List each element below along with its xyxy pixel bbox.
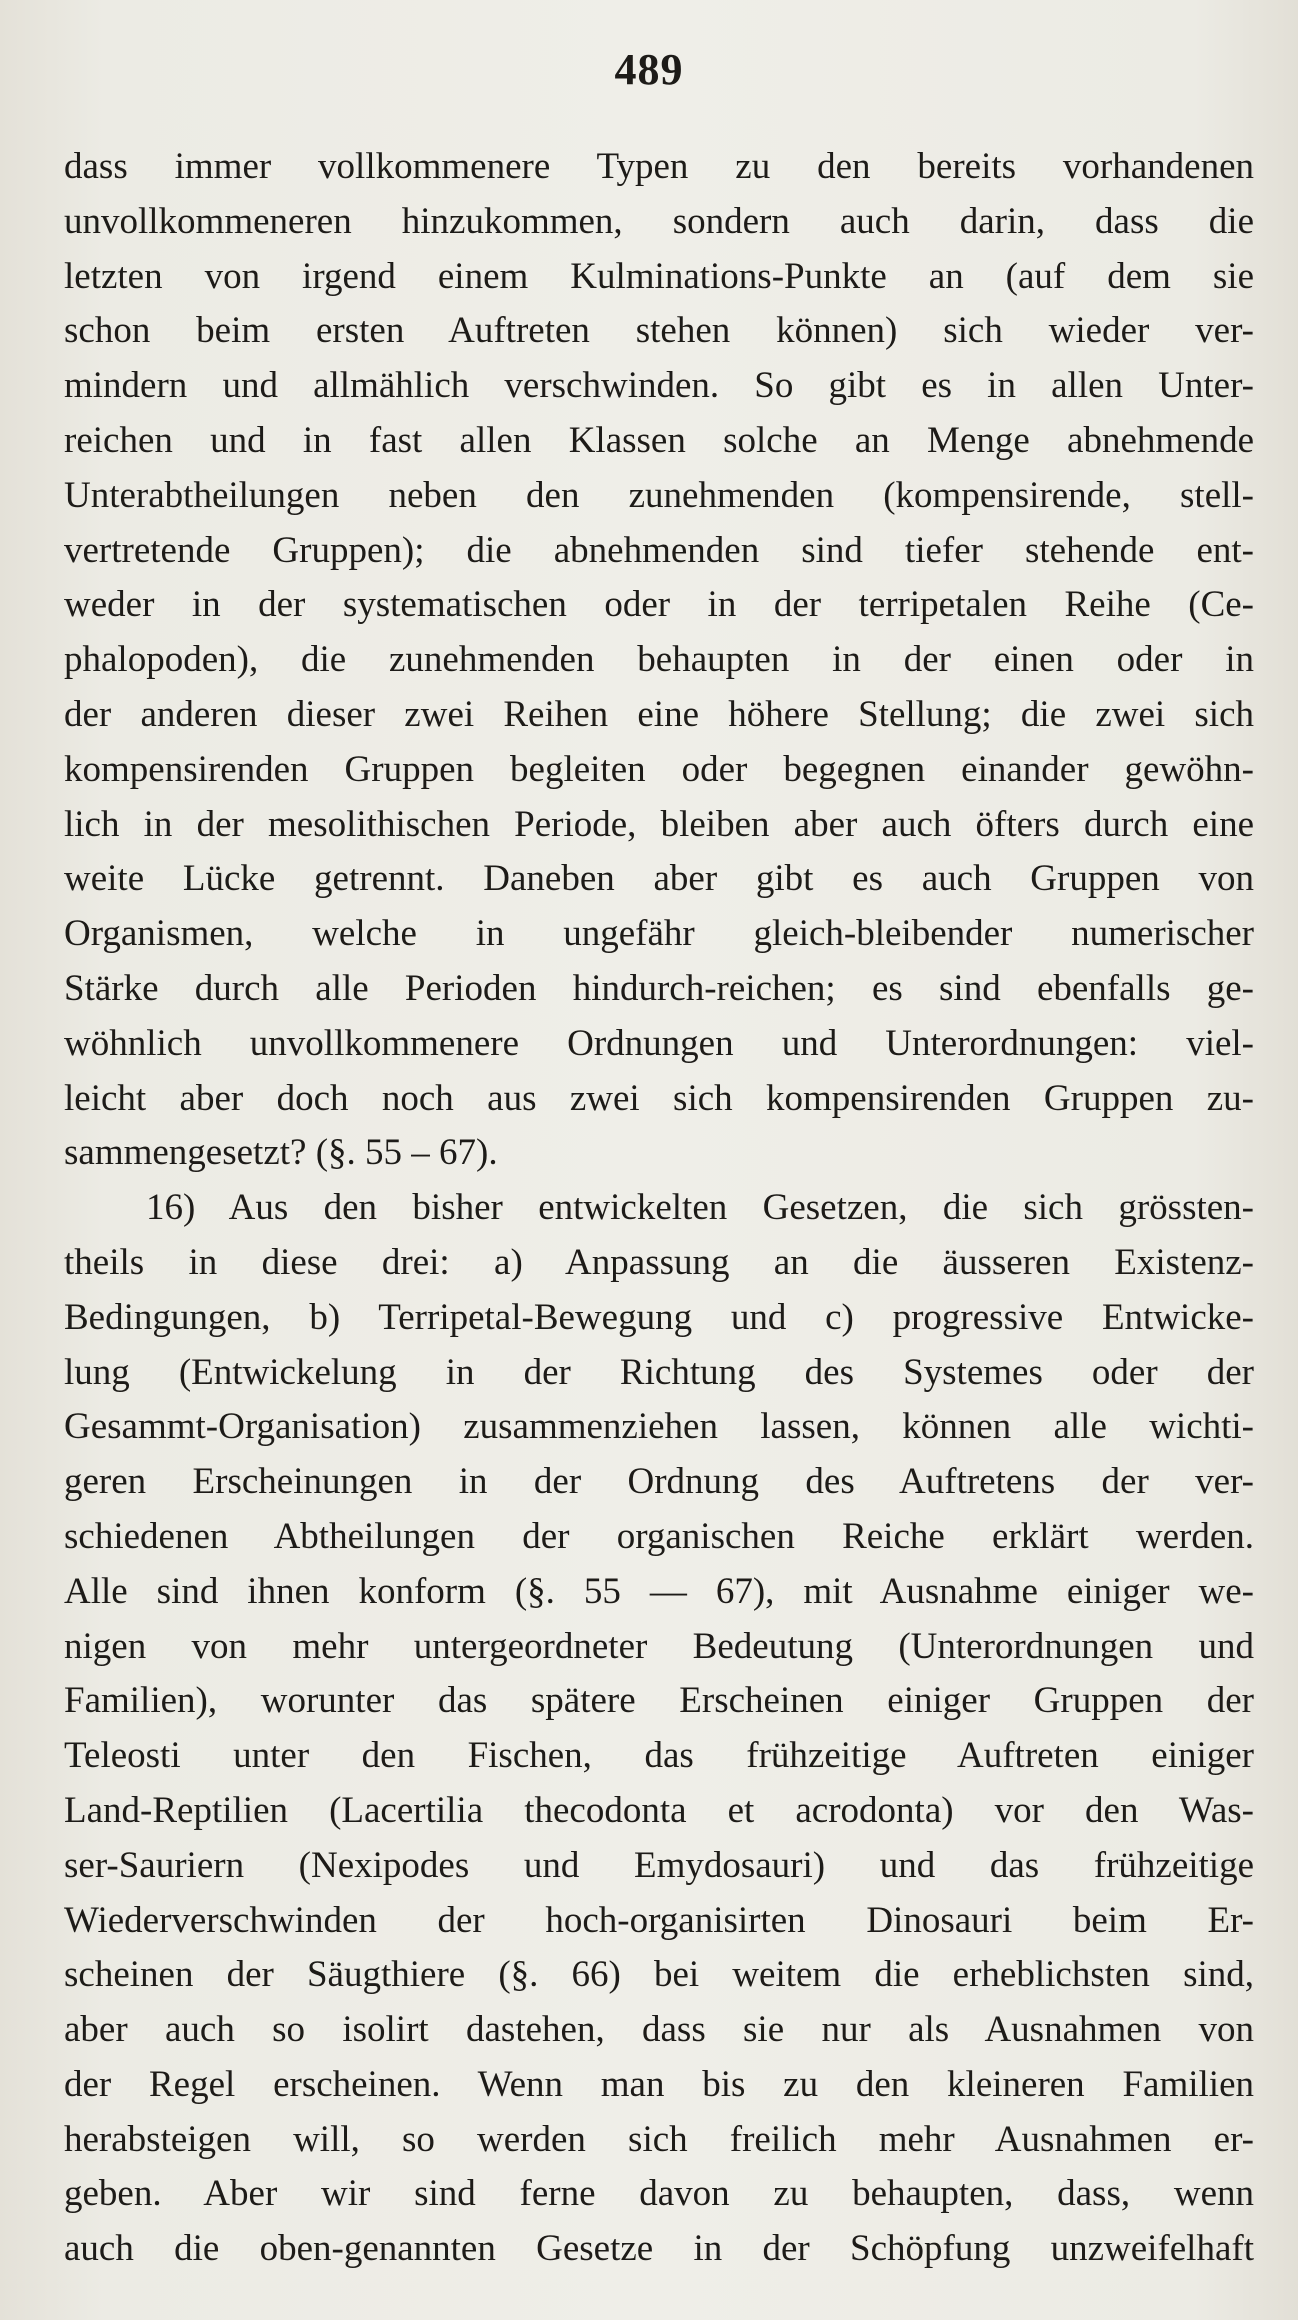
text-line: reichen und in fast allen Klassen solche an Menge abnehmende <box>64 419 1254 461</box>
text-line: Stärke durch alle Perioden hindurch-reichen; es sind ebenfalls ge- <box>64 967 1254 1009</box>
text-line: Familien), worunter das spätere Erscheinen einiger Gruppen der <box>64 1680 1254 1722</box>
text-line: lung (Entwickelung in der Richtung des Systemes oder der <box>64 1351 1254 1393</box>
text-line: Alle sind ihnen konform (§. 55 — 67), mit Ausnahme einiger we- <box>64 1570 1254 1612</box>
text-line: Gesammt-Organisation) zusammenziehen lassen, können alle wichti- <box>64 1406 1254 1448</box>
text-line: dass immer vollkommenere Typen zu den bereits vorhandenen <box>64 146 1254 187</box>
paragraph-end-line: sammengesetzt? (§. 55 – 67). <box>64 1132 498 1174</box>
text-line: weder in der systematischen oder in der terripetalen Reihe (Ce- <box>64 584 1254 626</box>
text-line: Bedingungen, b) Terripetal-Bewegung und c) progressive Entwicke- <box>64 1296 1254 1338</box>
text-line: unvollkommeneren hinzukommen, sondern auch darin, dass die <box>64 200 1254 242</box>
text-line: geren Erscheinungen in der Ordnung des Auftretens der ver- <box>64 1461 1254 1503</box>
text-line: Organismen, welche in ungefähr gleich-bleibender numerischer <box>64 913 1254 955</box>
text-line: der Regel erscheinen. Wenn man bis zu den kleineren Familien <box>64 2063 1254 2105</box>
text-line: mindern und allmählich verschwinden. So gibt es in allen Unter- <box>64 365 1254 407</box>
text-line: nigen von mehr untergeordneter Bedeutung (Unterordnungen und <box>64 1625 1254 1667</box>
text-line: schiedenen Abtheilungen der organischen Reiche erklärt werden. <box>64 1515 1254 1557</box>
text-line: wöhnlich unvollkommenere Ordnungen und Unterordnungen: viel- <box>64 1022 1254 1064</box>
page-number: 489 <box>614 45 684 94</box>
text-line: vertretende Gruppen); die abnehmenden sind tiefer stehende ent- <box>64 529 1254 571</box>
text-line: leicht aber doch noch aus zwei sich kompensirenden Gruppen zu- <box>64 1077 1254 1119</box>
text-line: theils in diese drei: a) Anpassung an die äusseren Existenz- <box>64 1241 1254 1283</box>
paragraph-start-line: 16) Aus den bisher entwickelten Gesetzen, die sich grössten- <box>146 1187 1254 1229</box>
text-line: weite Lücke getrennt. Daneben aber gibt es auch Gruppen von <box>64 858 1254 900</box>
text-line: letzten von irgend einem Kulminations-Punkte an (auf dem sie <box>64 255 1254 297</box>
text-line: der anderen dieser zwei Reihen eine höhere Stellung; die zwei sich <box>64 693 1254 735</box>
text-line: Teleosti unter den Fischen, das frühzeitige Auftreten einiger <box>64 1735 1254 1777</box>
text-line: auch die oben-genannten Gesetze in der Schöpfung unzweifelhaft <box>64 2228 1254 2270</box>
text-line: schon beim ersten Auftreten stehen können) sich wieder ver- <box>64 310 1254 352</box>
text-line: Unterabtheilungen neben den zunehmenden (kompensirende, stell- <box>64 474 1254 516</box>
text-line: kompensirenden Gruppen begleiten oder begegnen einander gewöhn- <box>64 748 1254 790</box>
text-line: lich in der mesolithischen Periode, bleiben aber auch öfters durch eine <box>64 803 1254 845</box>
body-text <box>64 140 1254 2277</box>
text-line: scheinen der Säugthiere (§. 66) bei weitem die erheblichsten sind, <box>64 1954 1254 1996</box>
text-line: Land-Reptilien (Lacertilia thecodonta et acrodonta) vor den Was- <box>64 1789 1254 1831</box>
text-line: geben. Aber wir sind ferne davon zu behaupten, dass, wenn <box>64 2173 1254 2215</box>
text-line: Wiederverschwinden der hoch-organisirten Dinosauri beim Er- <box>64 1899 1254 1941</box>
text-line: ser-Sauriern (Nexipodes und Emydosauri) und das frühzeitige <box>64 1844 1254 1886</box>
text-line: aber auch so isolirt dastehen, dass sie nur als Ausnahmen von <box>64 2009 1254 2051</box>
text-line: phalopoden), die zunehmenden behaupten in der einen oder in <box>64 639 1254 681</box>
text-line: herabsteigen will, so werden sich freilich mehr Ausnahmen er- <box>64 2118 1254 2160</box>
